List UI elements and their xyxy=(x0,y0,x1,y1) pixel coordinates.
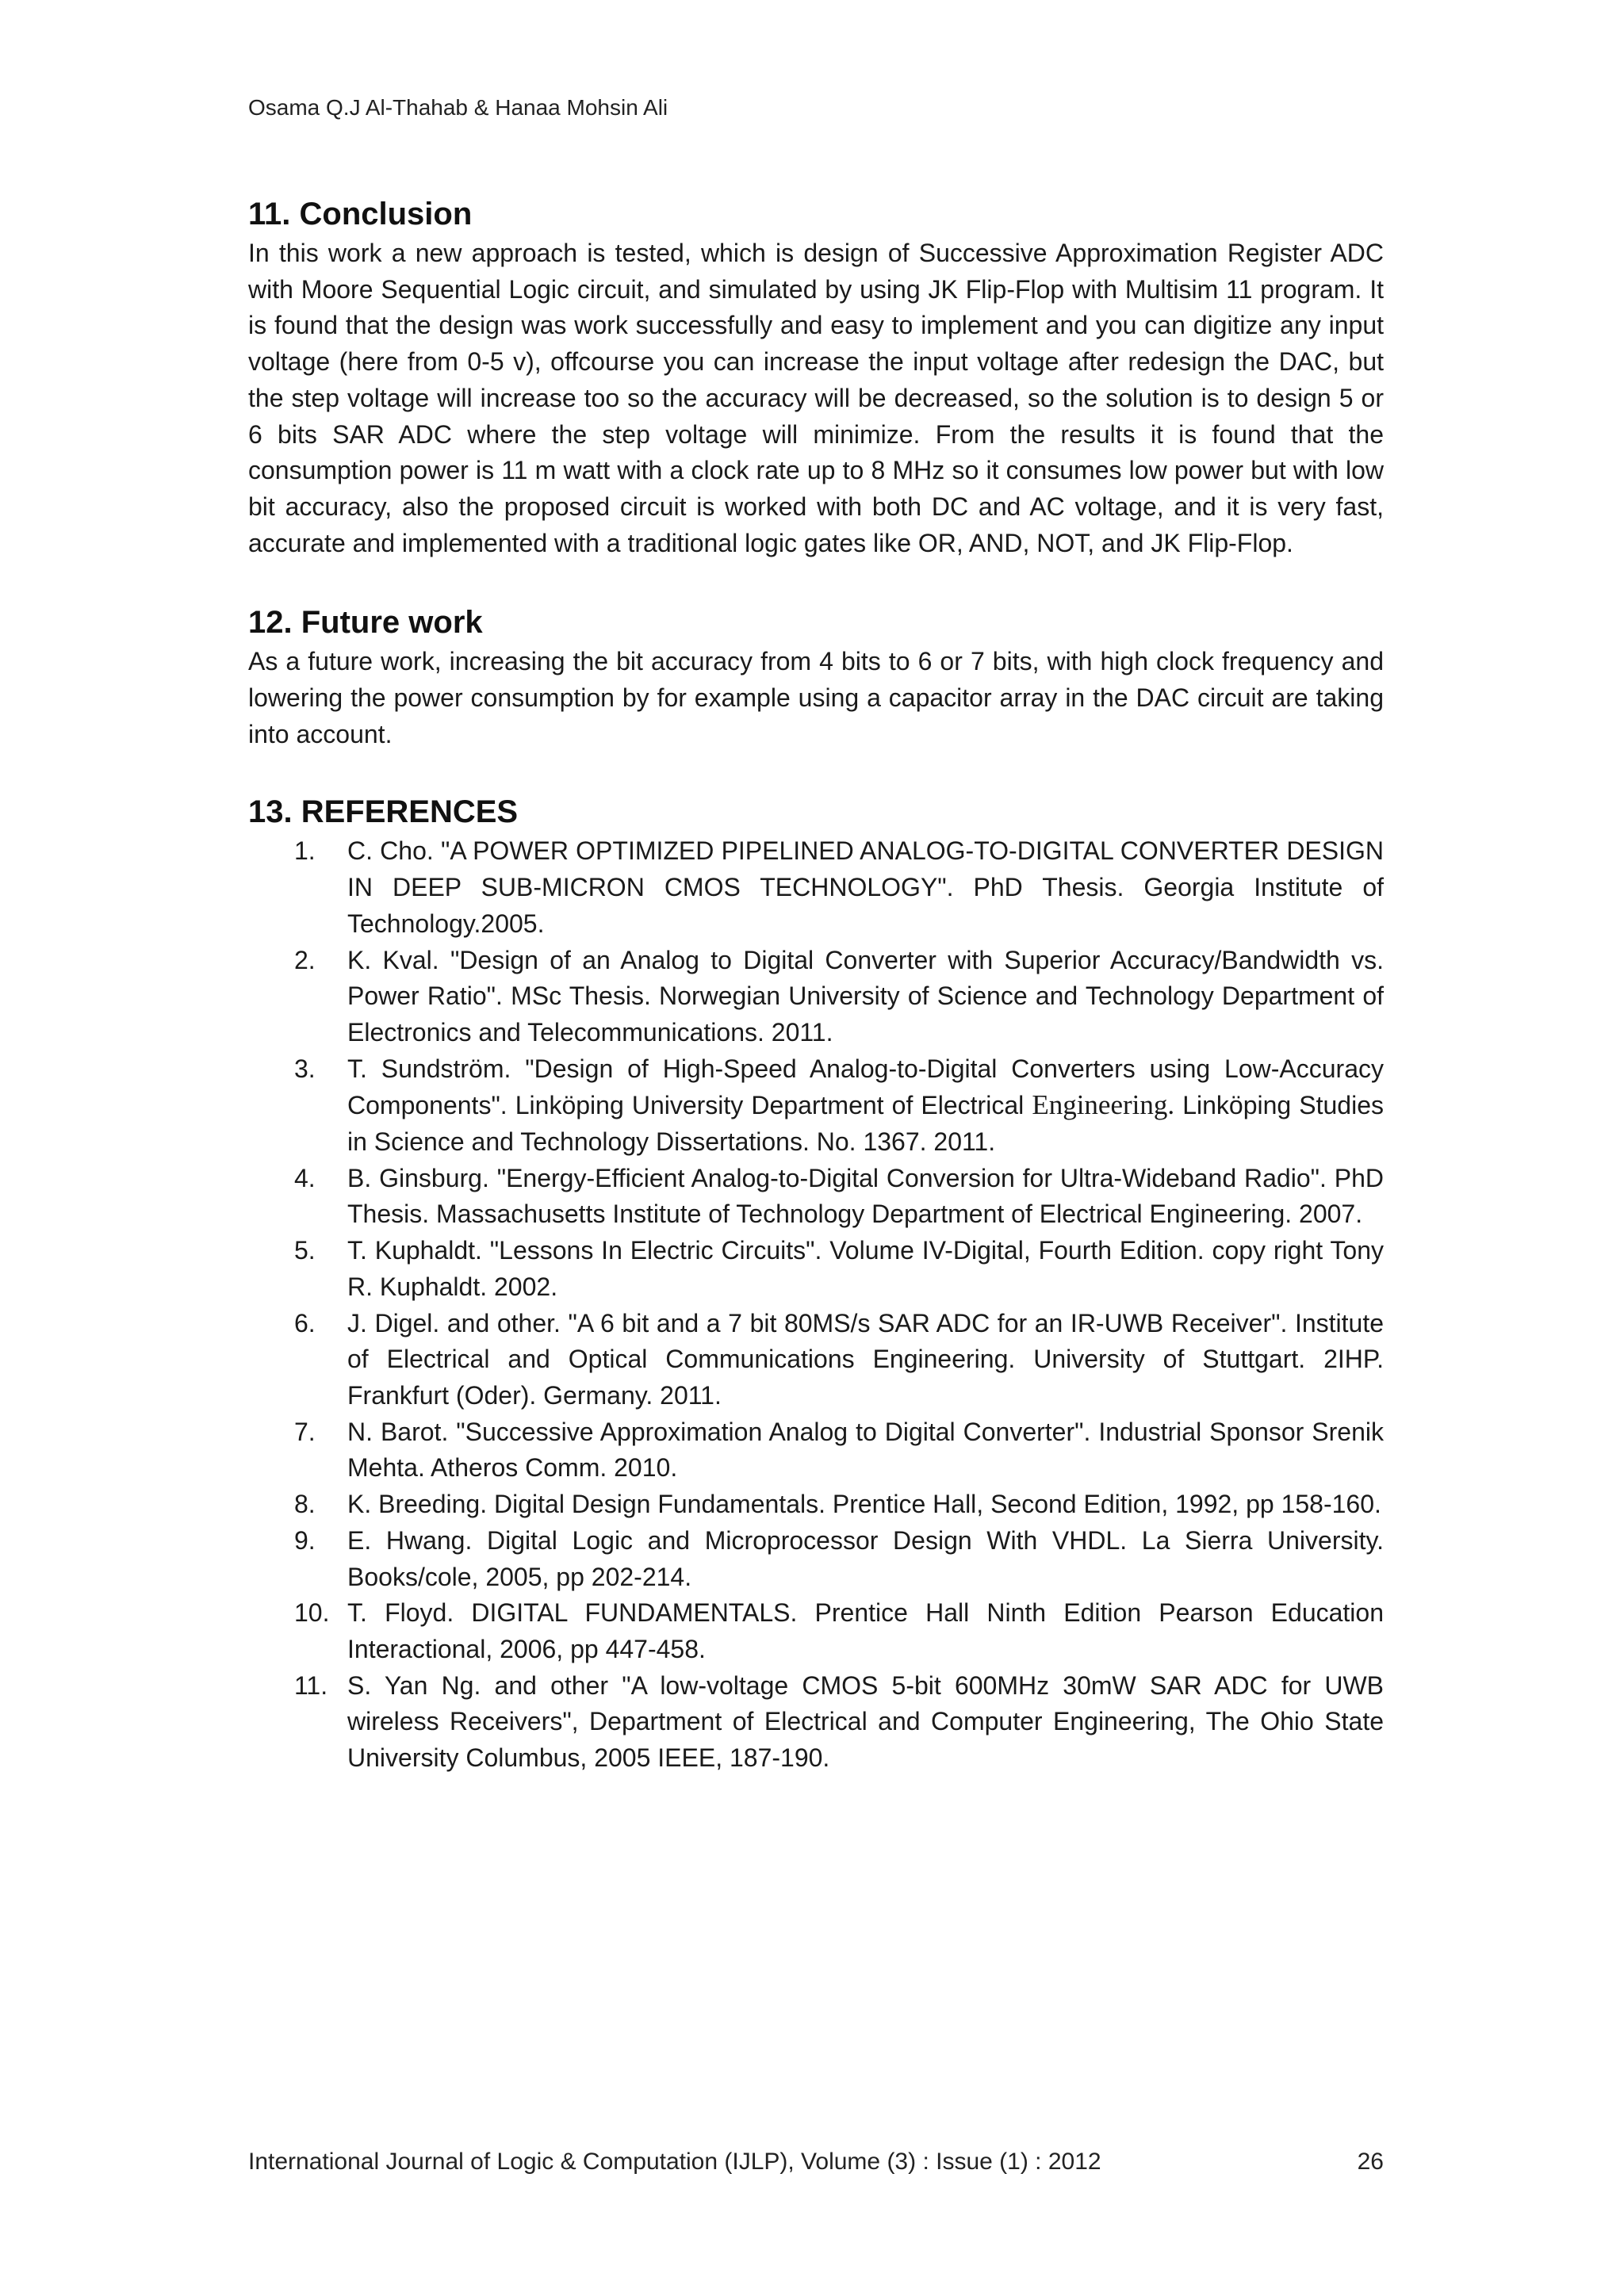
reference-item xyxy=(248,1523,1384,1595)
reference-text: E. Hwang. Digital Logic and Microprocessor Design With VHDL. La Sierra University. Books/cole, 2005, pp 202-214. xyxy=(347,1525,1384,1591)
reference-text: K. Kval. "Design of an Analog to Digital Converter with Superior Accuracy/Bandwidth vs. Power Ratio". MSc Thesis. Norwegian University of Science and Technology Department of Electronics and Telecommunications. 2011. xyxy=(347,945,1384,1047)
references-heading: 13. REFERENCES xyxy=(248,794,519,830)
reference-number: 11. xyxy=(294,1670,328,1700)
reference-text-tail: Linköping Studies in Science and Technology Dissertations. No. 1367. 2011. xyxy=(347,1091,1385,1157)
reference-number: 9. xyxy=(294,1525,316,1555)
journal-citation: International Journal of Logic & Computation (IJLP), Volume (3) : Issue (1) : 2012 xyxy=(248,2149,1101,2175)
reference-item xyxy=(248,1487,1384,1523)
reference-text: T. Floyd. DIGITAL FUNDAMENTALS. Prentice Hall Ninth Edition Pearson Education Interactional, 2006, pp 447-458. xyxy=(347,1598,1384,1663)
references-section xyxy=(248,792,1384,1776)
reference-item xyxy=(248,1595,1384,1667)
reference-text: S. Yan Ng. and other "A low-voltage CMOS 5-bit 600MHz 30mW SAR ADC for UWB wireless Receivers", Department of Electrical and Computer Engineering, The Ohio State University Columbus, 2005 IEEE, 187-190. xyxy=(347,1670,1384,1773)
reference-text: T. Kuphaldt. "Lessons In Electric Circuits". Volume IV-Digital, Fourth Edition. copy right Tony R. Kuphaldt. 2002. xyxy=(347,1236,1384,1301)
reference-text: T. Sundström. "Design of High-Speed Analog-to-Digital Converters using Low-Accuracy Components". Linköping University Department of Electrical xyxy=(347,1054,1384,1120)
reference-item xyxy=(248,1414,1384,1487)
reference-number: 10. xyxy=(294,1598,330,1628)
page-number: 26 xyxy=(1357,2149,1384,2175)
reference-number: 2. xyxy=(294,945,316,974)
reference-item xyxy=(248,1233,1384,1305)
reference-item xyxy=(248,833,1384,942)
reference-item xyxy=(248,1306,1384,1414)
reference-item xyxy=(248,1161,1384,1233)
reference-item xyxy=(248,943,1384,1051)
running-header: Osama Q.J Al-Thahab & Hanaa Mohsin Ali xyxy=(248,95,668,120)
references-list xyxy=(248,833,1384,1776)
reference-item xyxy=(248,1668,1384,1777)
future-work-section xyxy=(248,603,1384,752)
conclusion-section xyxy=(248,194,1384,561)
reference-number: 3. xyxy=(294,1054,316,1083)
reference-number: 1. xyxy=(294,836,316,866)
conclusion-paragraph: In this work a new approach is tested, which is design of Successive Approximation Register ADC with Moore Sequential Logic circuit, and simulated by using JK Flip-Flop with Multisim 11 program. It is found that the design was work successfully and easy to implement and you can digitize any input voltage (here from 0-5 v), offcourse you can increase the input voltage after redesign the DAC, but the step voltage will increase too so the accuracy will be decreased, so the solution is to design 5 or 6 bits SAR ADC where the step voltage will minimize. From the results it is found that the consumption power is 11 m watt with a clock rate up to 8 MHz so it consumes low power but with low bit accuracy, also the proposed circuit is worked with both DC and AC voltage, and it is very fast, accurate and implemented with a traditional logic gates like OR, AND, NOT, and JK Flip-Flop. xyxy=(248,239,1384,557)
reference-text: N. Barot. "Successive Approximation Analog to Digital Converter". Industrial Sponsor Srenik Mehta. Atheros Comm. 2010. xyxy=(347,1417,1384,1483)
reference-text: J. Digel. and other. "A 6 bit and a 7 bit 80MS/s SAR ADC for an IR-UWB Receiver". Institute of Electrical and Optical Communications Engineering. University of Stuttgart. 2IHP. Frankfurt (Oder). Germany. 2011. xyxy=(347,1308,1384,1410)
future-work-heading: 12. Future work xyxy=(248,605,483,641)
reference-number: 7. xyxy=(294,1417,316,1446)
reference-number: 4. xyxy=(294,1163,316,1192)
reference-text-serif: Engineering. xyxy=(1032,1089,1175,1121)
reference-text: K. Breeding. Digital Design Fundamentals. Prentice Hall, Second Edition, 1992, pp 158-160. xyxy=(347,1490,1381,1519)
reference-number: 5. xyxy=(294,1236,316,1265)
reference-number: 8. xyxy=(294,1490,316,1519)
reference-number: 6. xyxy=(294,1308,316,1337)
reference-text: B. Ginsburg. "Energy-Efficient Analog-to-Digital Conversion for Ultra-Wideband Radio". PhD Thesis. Massachusetts Institute of Technology Department of Electrical Engineering. 2007. xyxy=(347,1163,1384,1229)
reference-item xyxy=(248,1051,1384,1161)
future-work-paragraph: As a future work, increasing the bit accuracy from 4 bits to 6 or 7 bits, with high clock frequency and lowering the power consumption by for example using a capacitor array in the DAC circuit are taking into account. xyxy=(248,647,1384,748)
reference-text: C. Cho. "A POWER OPTIMIZED PIPELINED ANALOG-TO-DIGITAL CONVERTER DESIGN IN DEEP SUB-MICRON CMOS TECHNOLOGY". PhD Thesis. Georgia Institute of Technology.2005. xyxy=(347,836,1384,938)
page-body xyxy=(248,194,1384,1777)
conclusion-heading: 11. Conclusion xyxy=(248,197,473,232)
